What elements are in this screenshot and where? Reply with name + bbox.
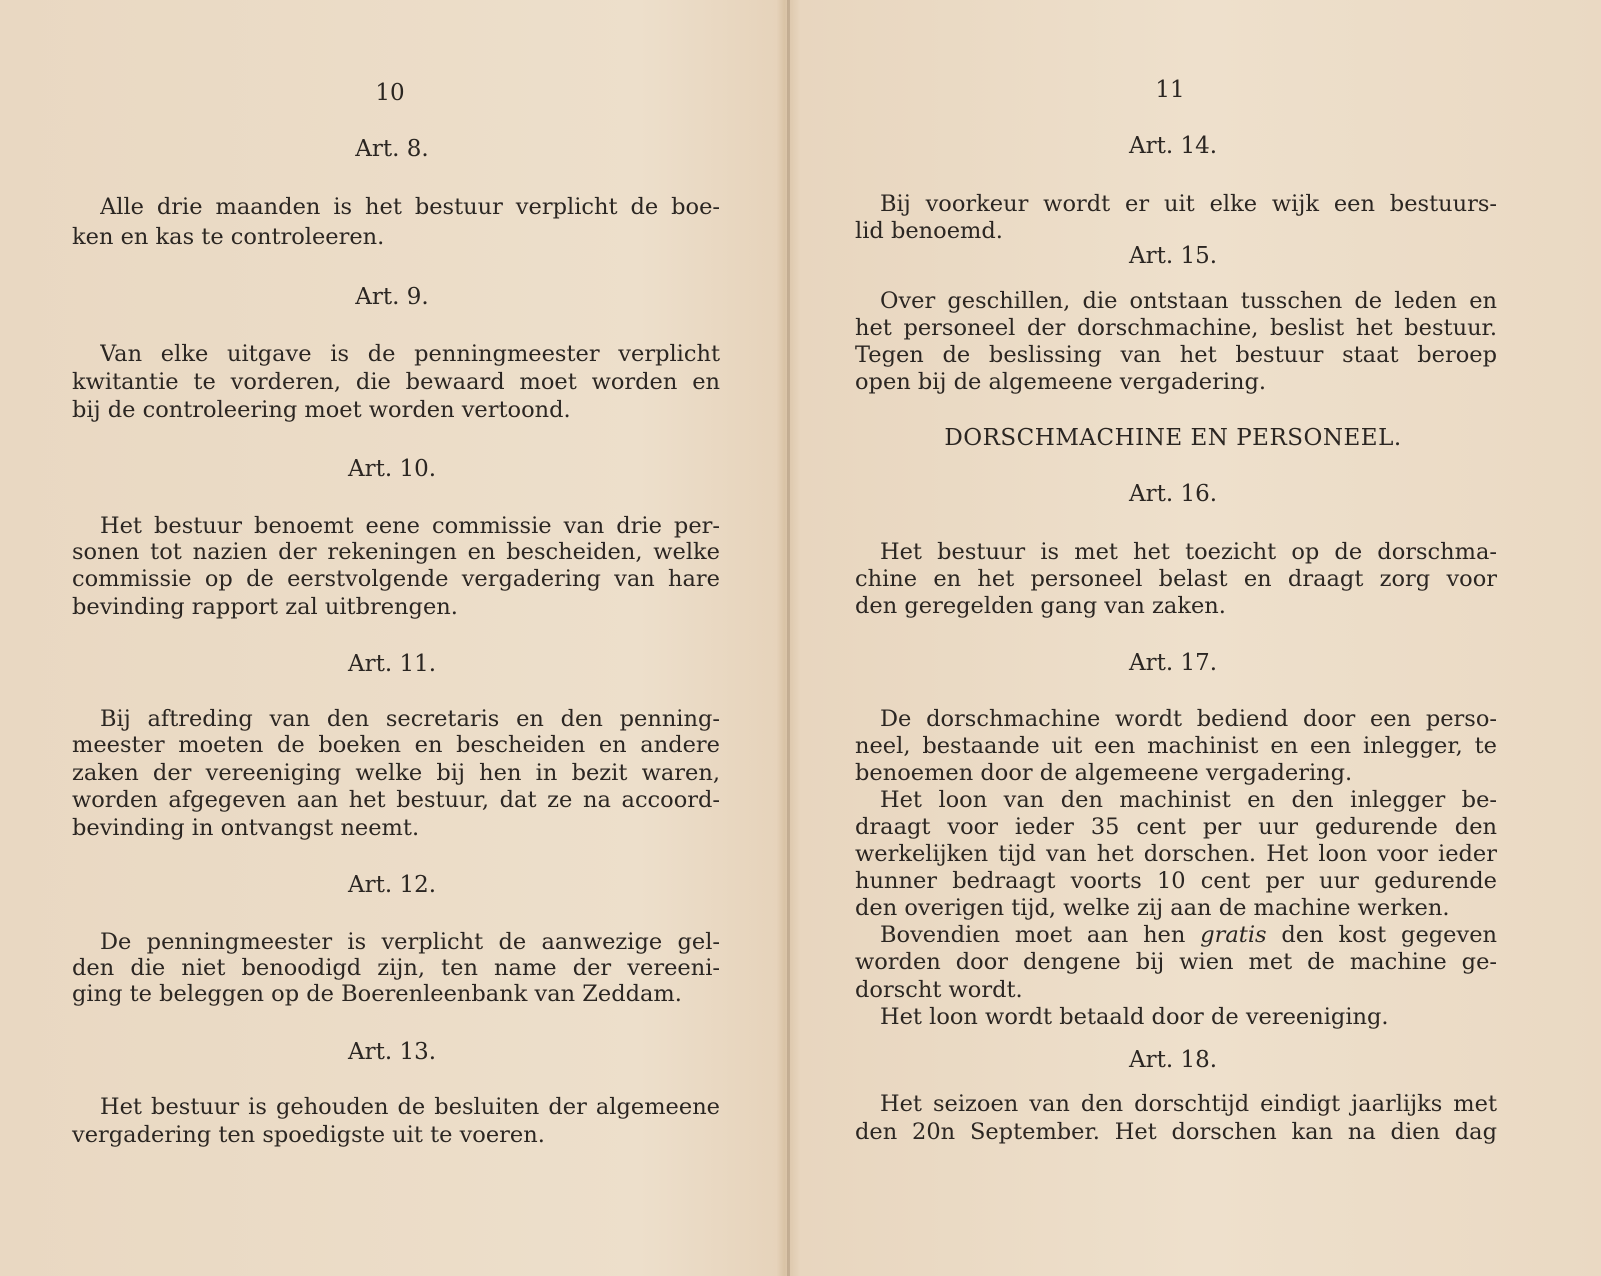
text-line: Het loon wordt betaald door de vereeniging. — [880, 1004, 1389, 1030]
text-line: Het bestuur is met het toezicht op de dorschma- — [880, 539, 1497, 565]
text-line: Het seizoen van den dorschtijd eindigt jaarlijks met — [880, 1091, 1497, 1117]
section-heading: DORSCHMACHINE EN PERSONEEL. — [944, 425, 1402, 451]
text-line: hunner bedraagt voorts 10 cent per uur gedurende — [855, 868, 1497, 894]
text-line: Het loon van den machinist en den inlegger be- — [880, 787, 1497, 813]
page-number: 11 — [1155, 77, 1185, 103]
text-line: Bij aftreding van den secretaris en den penning- — [100, 706, 720, 732]
text-line: den die niet benoodigd zijn, ten name der vereeni- — [72, 955, 720, 981]
text-line: Bovendien moet aan hen gratis den kost gegeven — [880, 922, 1497, 948]
article-heading: Art. 12. — [347, 872, 437, 898]
text-line: neel, bestaande uit een machinist en een inlegger, te — [855, 733, 1497, 759]
text-line: worden door dengene bij wien met de machine ge- — [855, 949, 1497, 975]
text-line: bevinding in ontvangst neemt. — [72, 815, 420, 841]
article-heading: Art. 13. — [347, 1039, 437, 1065]
article-heading: Art. 8. — [355, 136, 429, 162]
text-line: het personeel der dorschmachine, beslist het bestuur. — [855, 315, 1497, 341]
text-line: open bij de algemeene vergadering. — [855, 369, 1267, 395]
text-line: bij de controleering moet worden vertoond. — [72, 397, 571, 423]
text-line: worden afgegeven aan het bestuur, dat ze na accoord- — [72, 787, 720, 813]
text-line: vergadering ten spoedigste uit te voeren. — [72, 1122, 545, 1148]
right-page — [790, 0, 1601, 1276]
left-page — [0, 0, 790, 1276]
article-heading: Art. 11. — [347, 651, 437, 677]
text-line: sonen tot nazien der rekeningen en bescheiden, welke — [72, 539, 720, 565]
text-line: De penningmeester is verplicht de aanwezige gel- — [100, 929, 720, 955]
article-heading: Art. 18. — [1128, 1047, 1218, 1073]
text-line: Tegen de beslissing van het bestuur staat beroep — [855, 342, 1497, 368]
text-line: Bij voorkeur wordt er uit elke wijk een bestuurs- — [880, 191, 1497, 217]
text-line: zaken der vereeniging welke bij hen in bezit waren, — [72, 760, 720, 786]
text-line: benoemen door de algemeene vergadering. — [855, 760, 1353, 786]
emphasis-text: gratis — [1200, 922, 1267, 948]
page-number: 10 — [375, 80, 405, 106]
article-heading: Art. 15. — [1128, 243, 1218, 269]
text-line: Over geschillen, die ontstaan tusschen de leden en — [880, 288, 1497, 314]
text-line: Het bestuur is gehouden de besluiten der algemeene — [100, 1094, 720, 1120]
text-line: Van elke uitgave is de penningmeester verplicht — [100, 341, 720, 367]
text-line: meester moeten de boeken en bescheiden en andere — [72, 732, 720, 758]
text-line: bevinding rapport zal uitbrengen. — [72, 594, 458, 620]
text-line: commissie op de eerstvolgende vergadering van hare — [72, 566, 720, 592]
article-heading: Art. 10. — [347, 456, 437, 482]
text-line: den 20n September. Het dorschen kan na dien dag — [855, 1119, 1497, 1145]
article-heading: Art. 9. — [355, 284, 429, 310]
text-line: Het bestuur benoemt eene commissie van drie per- — [100, 513, 720, 539]
text-line: chine en het personeel belast en draagt zorg voor — [855, 566, 1497, 592]
text-line: werkelijken tijd van het dorschen. Het loon voor ieder — [855, 841, 1497, 867]
text-line: ken en kas te controleeren. — [72, 224, 385, 250]
text-line: dorscht wordt. — [855, 977, 1023, 1003]
text-line: draagt voor ieder 35 cent per uur gedurende den — [855, 814, 1497, 840]
text-line: Alle drie maanden is het bestuur verplicht de boe- — [100, 194, 720, 220]
text-line: kwitantie te vorderen, die bewaard moet worden en — [72, 369, 720, 395]
article-heading: Art. 17. — [1128, 650, 1218, 676]
text-line: den overigen tijd, welke zij aan de machine werken. — [855, 895, 1450, 921]
text-line: ging te beleggen op de Boerenleenbank van Zeddam. — [72, 981, 682, 1007]
text-line: lid benoemd. — [855, 218, 1003, 244]
text-line: den geregelden gang van zaken. — [855, 593, 1226, 619]
text-line: De dorschmachine wordt bediend door een perso- — [880, 706, 1497, 732]
article-heading: Art. 16. — [1128, 481, 1218, 507]
article-heading: Art. 14. — [1128, 133, 1218, 159]
